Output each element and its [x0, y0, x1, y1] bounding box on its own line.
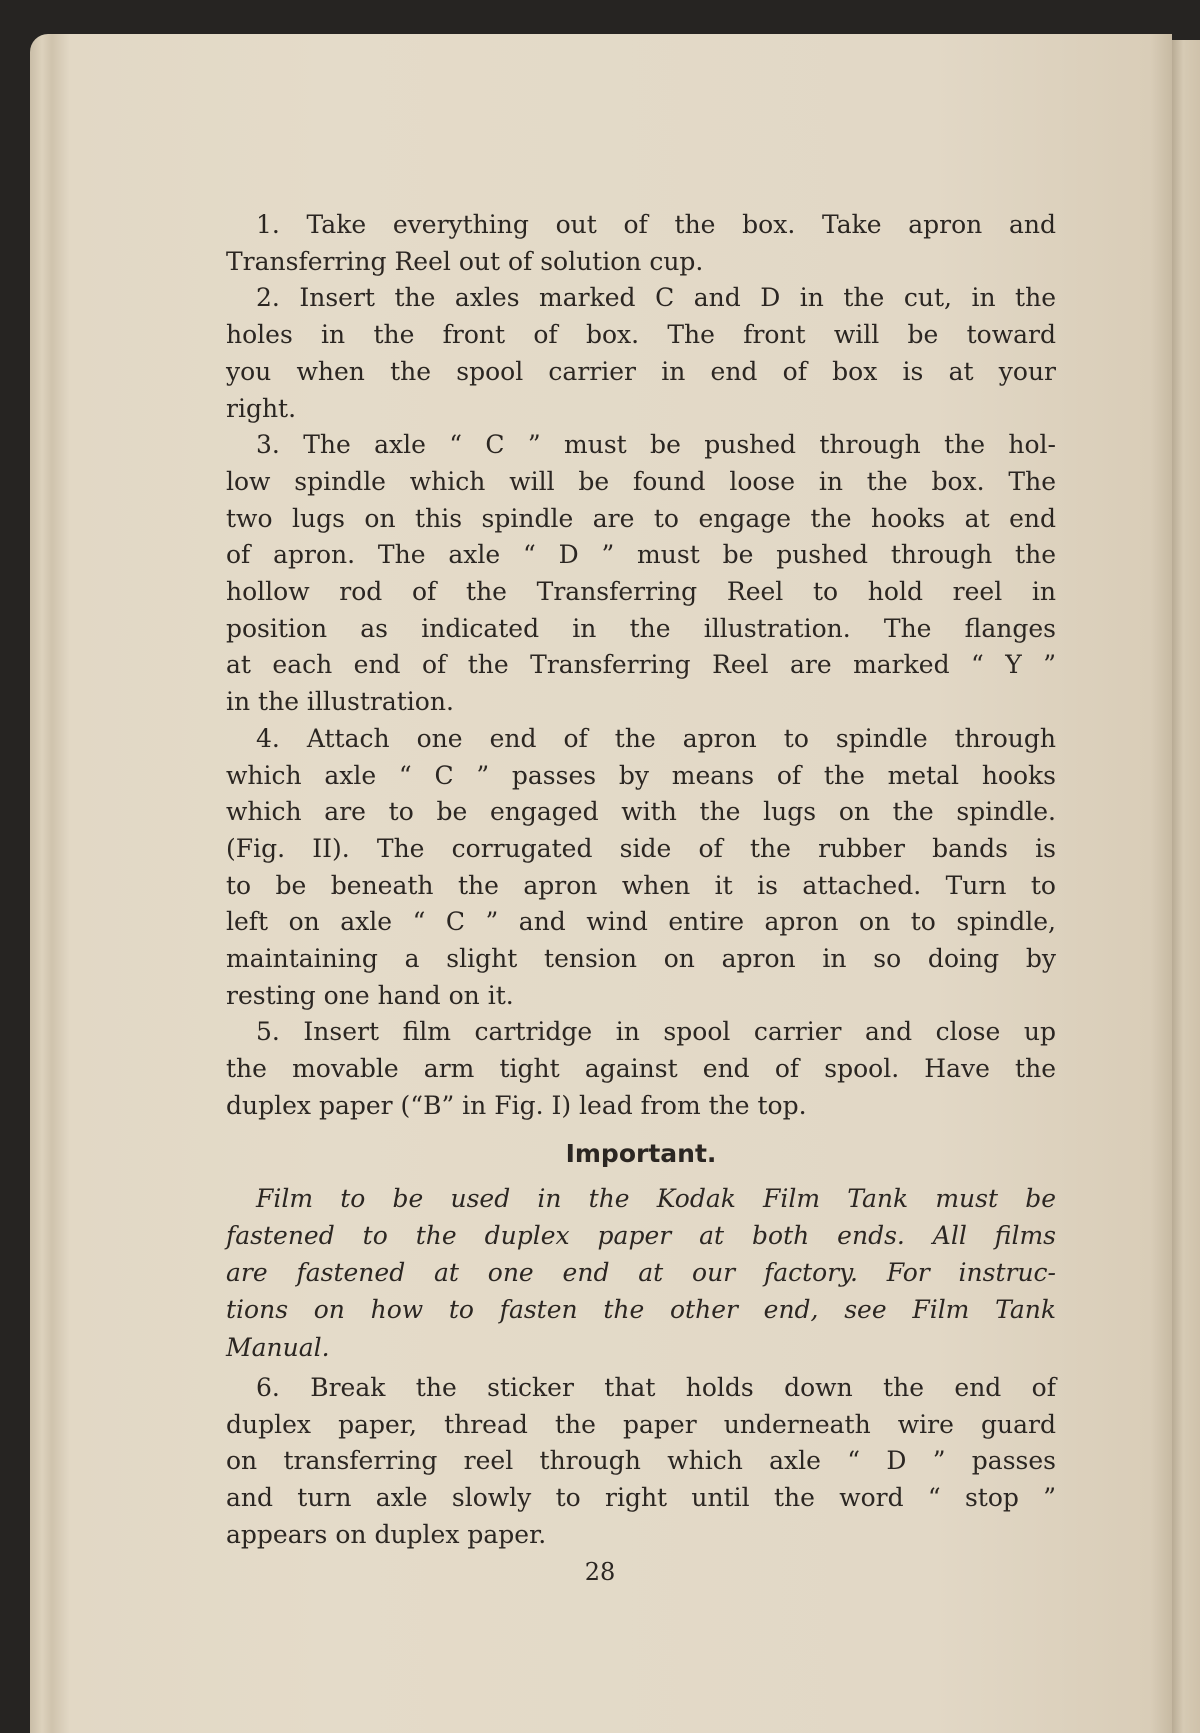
- facing-page-edge: [1172, 40, 1200, 1733]
- text-line: holes in the front of box. The front will be toward: [226, 320, 1056, 350]
- text-line: 2. Insert the axles marked C and D in the cut, in the: [256, 283, 1056, 313]
- text-line: position as indicated in the illustration. The flanges: [226, 613, 1056, 643]
- text-line: which axle “ C ” passes by means of the metal hooks: [226, 760, 1056, 790]
- text-line: and turn axle slowly to right until the word “ stop ”: [226, 1483, 1056, 1513]
- text-line: duplex paper (“B” in Fig. I) lead from the top.: [226, 1090, 807, 1120]
- text-line: which are to be engaged with the lugs on the spindle.: [226, 797, 1056, 827]
- text-line: in the illustration.: [226, 687, 454, 717]
- text-line: 5. Insert film cartridge in spool carrier and close up: [256, 1017, 1056, 1047]
- text-line: appears on duplex paper.: [226, 1519, 547, 1549]
- text-line: two lugs on this spindle are to engage the hooks at end: [226, 503, 1056, 533]
- step-4: [226, 721, 1056, 1015]
- text-line: 3. The axle “ C ” must be pushed through the hol-: [256, 430, 1056, 460]
- important-heading: Important.: [565, 1138, 717, 1168]
- text-line: resting one hand on it.: [226, 980, 514, 1010]
- text-line: low spindle which will be found loose in the box. The: [226, 466, 1056, 496]
- text-line: Film to be used in the Kodak Film Tank must be: [256, 1183, 1056, 1213]
- text-line: on transferring reel through which axle “ D ” passes: [226, 1446, 1056, 1476]
- step-6: [226, 1370, 1056, 1554]
- text-line: left on axle “ C ” and wind entire apron on to spindle,: [226, 907, 1056, 937]
- text-line: at each end of the Transferring Reel are marked “ Y ”: [226, 650, 1056, 680]
- text-line: duplex paper, thread the paper underneath wire guard: [226, 1409, 1056, 1439]
- text-line: tions on how to fasten the other end, see Film Tank: [226, 1295, 1056, 1325]
- text-line: of apron. The axle “ D ” must be pushed through the: [226, 540, 1056, 570]
- text-line: right.: [226, 393, 297, 423]
- text-line: 1. Take everything out of the box. Take apron and: [256, 210, 1056, 239]
- step-1: [226, 207, 1056, 280]
- step-5: [226, 1014, 1056, 1124]
- important-note: [226, 1180, 1056, 1366]
- text-line: hollow rod of the Transferring Reel to hold reel in: [226, 577, 1056, 607]
- text-line: (Fig. II). The corrugated side of the rubber bands is: [226, 833, 1056, 863]
- text-line: Transferring Reel out of solution cup.: [226, 246, 704, 276]
- text-line: to be beneath the apron when it is attached. Turn to: [226, 870, 1056, 900]
- page-number: 28: [584, 1558, 616, 1586]
- step-3: [226, 427, 1056, 721]
- text-line: maintaining a slight tension on apron in so doing by: [226, 944, 1056, 974]
- text-line: 6. Break the sticker that holds down the end of: [256, 1373, 1056, 1403]
- step-2: [226, 280, 1056, 427]
- text-line: 4. Attach one end of the apron to spindle through: [256, 723, 1056, 753]
- text-line: fastened to the duplex paper at both ends. All films: [226, 1220, 1056, 1250]
- text-line: you when the spool carrier in end of box is at your: [226, 356, 1056, 386]
- text-line: the movable arm tight against end of spool. Have the: [226, 1054, 1056, 1084]
- page-body: [226, 207, 1056, 1554]
- text-line: Manual.: [226, 1332, 330, 1362]
- text-line: are fastened at one end at our factory. For instruc-: [226, 1258, 1056, 1288]
